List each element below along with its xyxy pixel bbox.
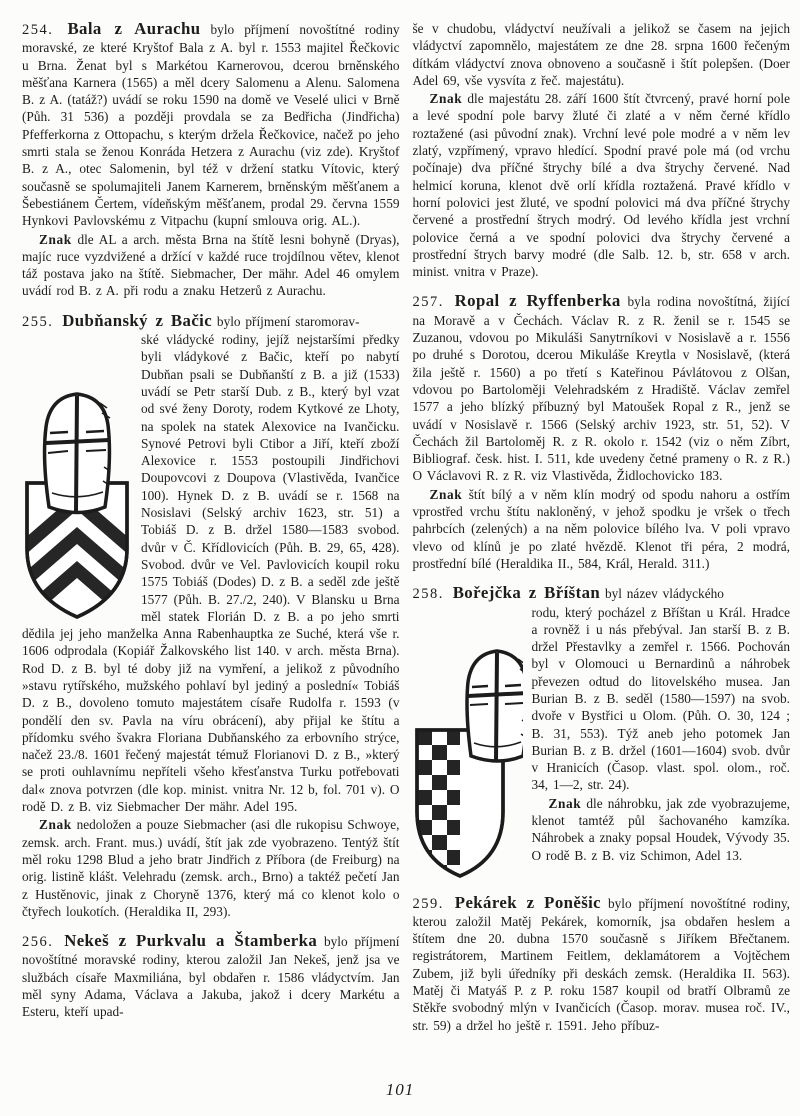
entry-256 — [22, 932, 400, 1020]
entry-257-number: 257. — [412, 294, 444, 311]
entry-256-name: Nekeš z Purkvalu a Štamberka — [64, 931, 318, 951]
entry-256-lead-paragraph — [22, 932, 400, 1020]
great-helm-icon — [45, 394, 110, 513]
entry-255-heading — [22, 312, 400, 331]
entry-258-heading — [413, 584, 791, 603]
entry-255-lead-text: bylo příjmení staromorav- — [216, 313, 360, 329]
entry-259 — [413, 894, 791, 1034]
entry-258-body-text: rodu, který pocházel z Bříštan u Král. Hradce a rovněž i u nás přebýval. Jan starší B. z B. držel Přestavlky a zemřel r. 1566. Pochován byl v Olomouci u Bernardinů a náhrobek převezen odtud do litovelského musea. Jan Burian B. z B. seděl (1580—1597) na svob. dvoře v Bystřici u Olom. (Půh. O. 30, 124 ; B. 31, 553). Týž aneb jeho potomek Jan Burian B. z B. držel (1601—1604) svob. dvůr v Hranicích (Časop. vlast. spol. olom., roč. 34, 1—2, str. 24). — [531, 604, 790, 793]
helm-and-chequy-shield-icon — [413, 644, 523, 882]
right-column — [413, 20, 791, 1116]
entry-255-name: Dubňanský z Bačic — [62, 310, 213, 330]
entry-258-coat-of-arms-figure — [413, 604, 523, 882]
entry-256-continuation-text: še v chudobu, vládyctví neužívali a jelikož se časem na jejich vládyctví zapomnělo, majestátem ze dne 28. srpna 1600 řečeným dítkám vládyctví znova obnoveno a současně i štít polepšen. (Doer Adel 69, vše vysvíta z řeč. majestátu). — [412, 21, 790, 88]
entry-255-znak-paragraph — [22, 816, 400, 920]
entry-258-znak-text: dle náhrobku, jak zde vyobrazujeme, klenot tamtéž půl šachovaného kamzíka. Náhrobek a znaky popsal Houdek, Vývody 35. O rodě B. z B. viz Schimon, Adel 13. — [531, 795, 791, 863]
entry-257 — [413, 292, 791, 572]
entry-256-znak-paragraph — [413, 90, 791, 280]
entry-258-name: Bořejčka z Bříštan — [452, 583, 601, 603]
entry-259-lead-paragraph — [413, 894, 791, 1034]
entry-258-lead-text: byl název vládyckého — [604, 586, 724, 602]
entry-258 — [413, 584, 791, 881]
entry-256-lead-text: bylo příjmení novoštítné moravské rodiny, kterou založil Jan Nekeš, jenž jsa ve službách císaře Maxmiliána, byl obdařen r. 1586 vládyctvím. Jan měl syny Adama, Václava a Jakuba, jakož i dcery Markétu a Esteru, kteří upad- — [22, 934, 400, 1020]
entry-255-znak-text: nedoložen a pouze Siebmacher (asi dle rukopisu Schwoye, zemsk. arch. Frant. mus.) uvádí, štít jak zde vyobrazeno. Tentýž štít měl roku 1298 Blud a jeho bratr Jindřich z Příbora (de Freiburg) na orig. listině klášt. Velehradu (zemsk. arch., Brno) a taktéž pečetí Jan z Hustěnovic, jinak z Choryně 1376, který má co klenot kolo o čtyřech loukotích. (Heraldika II, 293). — [22, 817, 400, 919]
entry-254-znak-text: dle AL a arch. města Brna na štítě lesni bohyně (Dryas), majíc ruce vyzdvižené a držící v každé ruce trojdílnou větev, klenot táž postava jako na štítě. Siebmacher, Der mähr. Adel 46 omylem uvádí rod B. z A. při rodu a znaku Hetzerů z Aurachu. — [22, 231, 400, 299]
entry-254 — [22, 20, 400, 300]
entry-257-lead-paragraph — [413, 292, 791, 484]
page-number: 101 — [385, 1080, 415, 1099]
entry-256-znak-text: dle majestátu 28. září 1600 štít čtvrcený, pravé horní pole a levé spodní pole barvy žluté či zlaté a v něm černé křídlo roztažené (asi původní znak). Vrchní levé pole modré a v něm lev zlatý, vzpřímený, vpravo hledící. Spodní pravé pole má (od vrchu počínaje) dva příčné štrychy bílé a dva štrychy červené. Nad helmicí koruna, klenot dvě orlí křídla roztažená. Pravé křídlo v horní polovici jest žluté, ve spodní polovici má dva příčné štrychy červené a prostřední štrych modrý. Od levého křídla jest vrchní polovice černá a ve spodní polovici dva štrychy červené a prostřední štrych barvy modré (dle Salb. 12. b, str. 658 v arch. minist. vnitra v Praze). — [412, 91, 791, 280]
chequy-left-half — [417, 730, 460, 876]
entry-257-znak-text: štít bílý a v něm klín modrý od spodu nahoru a ostřím vprostřed vrchu štítu nakloněný, v jehož spodku je vršek o třech pahrbcích (zelených) a na něm polovice bílého lva. V poli vpravo vlevo od klínů je po zlaté hvězdě. Klenot tři péra, 2 modrá, prostřední bílé (Heraldika II., 584, Král, Herald. 311.) — [412, 486, 790, 571]
entry-255-body-text: ské vládycké rodiny, jejíž nejstaršími předky byli vládykové z Bačic, kteří po nabytí Dubňan psali se Dubňanští z B. a již (1533) uvádí se Petr starší Dub. z B., který byl vzat od své ženy Doroty, rodem Kytkové ze Lhoty, na spolek na statek Alexovice na Ivančicku. Synové Petrovi byli Ctibor a Jiří, kteří zboží Alexovice r. 1553 postoupili Jindřichovi Doupovcovi z Doupova (Vlastivěda, Ivančice 100). Hynek D. z B. uvádí se r. 1568 na Nosislavi (Selský archiv 1623, str. 51) a Tobiáš D. z B. držel 1580—1583 svobod. dvůr v Č. Křídlovicích (Půh. B. 29, 65, 428). Svobod. dvůr ve Vel. Pavlovicích koupil roku 1575 Tobiáš (Dodes) D. z B. a seděl zde ještě 1577 (Půh. B. 27./2, 240). V Blansku u Brna měl statek Florián D. z B. a po jeho smrti dědila jej jeho manželka Anna Rabenhauptka ze Suché, která vše r. 1606 odprodala (Kopiář Žalkovského list 140. v arch. města Brna). Rod D. z B. byl té doby již na vymření, a jelikož z původního »stavu rytířského, mužského pohlaví byl jediný a poslední« Tobiáš D. z B., dovoleno tomuto majestátem císaře Rudolfa r. 1593 (v pondělí den sv. Pavla na víru obrácení), aby přijal ke štítu a přídomku svého švakra Floriana Dubňanského za erbovního strýce, načež 23./8. 1601 řečený majestát témuž Florianovi D. z B., »který se proti ouhlavnímu nepříteli všeho křesťanstva Turku potřebovati dal« znova potvrzen (dle kop. minist. vnitra Nr. 12 b, fol. 701 v). O rodě D. z B. viz Siebmacher Der mähr. Adel 195. — [22, 332, 400, 815]
entry-258-body-flow — [413, 604, 791, 882]
entry-257-lead-text: byla rodina novoštítná, žijící na Moravě a v Čechách. Václav R. z R. ženil se r. 1545 se Zuzanou, vdovou po Mikuláši Sanytrníkovi v Nosislavě a r. 1556 po druhé s Dorotou, dcerou Mikuláše Kreytla v Nosislavě, (která žila ještě r. 1560) a po třetí s Kateřinou Pávlátovou z Olšan, vdovou po Bartoloměji Velehradském z Hradiště. Václav zemřel 1577 a jeho blízký příbuzný byl Matoušek Ropal z R., jenž se uvádí v Nosislavě r. 1566 (Selský archiv 1923, str. 51, 52). V Čechách žil Bartoloměj R. z R. okolo r. 1542 (viz o něm Zíbrt, Bibliograf. česk. hist. I. 511, kde uvedeny četné prameny o R. z R.) O Václavovi R. z R. viz Vlastivěda, Židlochovicko 183. — [412, 294, 790, 484]
entry-255 — [22, 312, 400, 920]
znak-label: Znak — [429, 91, 463, 107]
entry-256-number: 256. — [22, 934, 54, 951]
entry-254-lead-paragraph — [22, 20, 400, 230]
entry-259-lead-text: bylo příjmení novoštítné rodiny, kterou založil Matěj Pekárek, komorník, jsa obdařen heslem a štítem dne 20. dubna 1570 současně s Jiříkem Břečtanem. registrátorem, Martinem Feitlem, deklamátorem a Vojtěchem Zubem, již byli úředníky při deskách zemsk. (Heraldika II. 563). Matěj či Matyáš P. z P. roku 1587 koupil od bratří Olbramů ze Stěkře svobodný mlýn v Ivančicích (Časop. morav. musea roč. IV., str. 59) a držel ho ještě r. 1591. Jeho příbuz- — [412, 895, 790, 1033]
entry-255-coat-of-arms-figure — [22, 331, 132, 623]
entry-259-name: Pekárek z Poněšic — [454, 892, 602, 912]
entry-257-znak-paragraph — [413, 486, 791, 572]
entry-255-body-flow — [22, 331, 400, 920]
znak-label: Znak — [39, 817, 72, 833]
entry-254-lead-text: bylo příjmení novoštítné rodiny moravské, ze které Kryštof Bala z A. byl r. 1553 majitel Řečkovic u Brna. Ženat byl s Markétou Karnerovou, dcerou brněnského měšťana Karnera (1565) a měl dcery Salomenu a Alenu. Salomena B. z A. (tatáž?) uvádí se roku 1590 na domě ve Veselé ulici v Brně (Půh. 31 536) a později provdala se za Bedřicha (Jindřicha) Pfefferkorna z Ottopachu, s kterým držela Řečkovice, načež po jeho smrti stala se ženou Konráda Hetzera z Aurachu (viz zde). Kryštof B. z A., otec Salomenin, byl též v držení statku Vítovic, který současně se spolumajiteli Janem Karnerem, brněnským měšťanem a Šebestiánem Čertem, vídeňským měšťanem, prodal 29. června 1559 Hynkovi Pavlovskému z Vitpachu (kupní smlouva orig. AL.). — [22, 22, 400, 229]
helm-and-chevron-shield-icon — [22, 387, 132, 623]
entry-258-number: 258. — [412, 586, 444, 603]
entry-255-number: 255. — [22, 313, 54, 330]
entry-254-name: Bala z Aurachu — [67, 19, 201, 38]
entry-256-continuation — [413, 20, 791, 280]
znak-label: Znak — [548, 795, 582, 811]
entry-254-znak-paragraph — [22, 231, 400, 300]
znak-label: Znak — [429, 486, 463, 502]
entry-254-number: 254. — [22, 22, 54, 38]
znak-label: Znak — [39, 231, 72, 247]
entry-259-number: 259. — [412, 895, 444, 912]
great-helm-icon — [467, 651, 523, 761]
entry-257-name: Ropal z Ryffenberka — [454, 291, 621, 311]
left-column — [22, 20, 400, 1116]
